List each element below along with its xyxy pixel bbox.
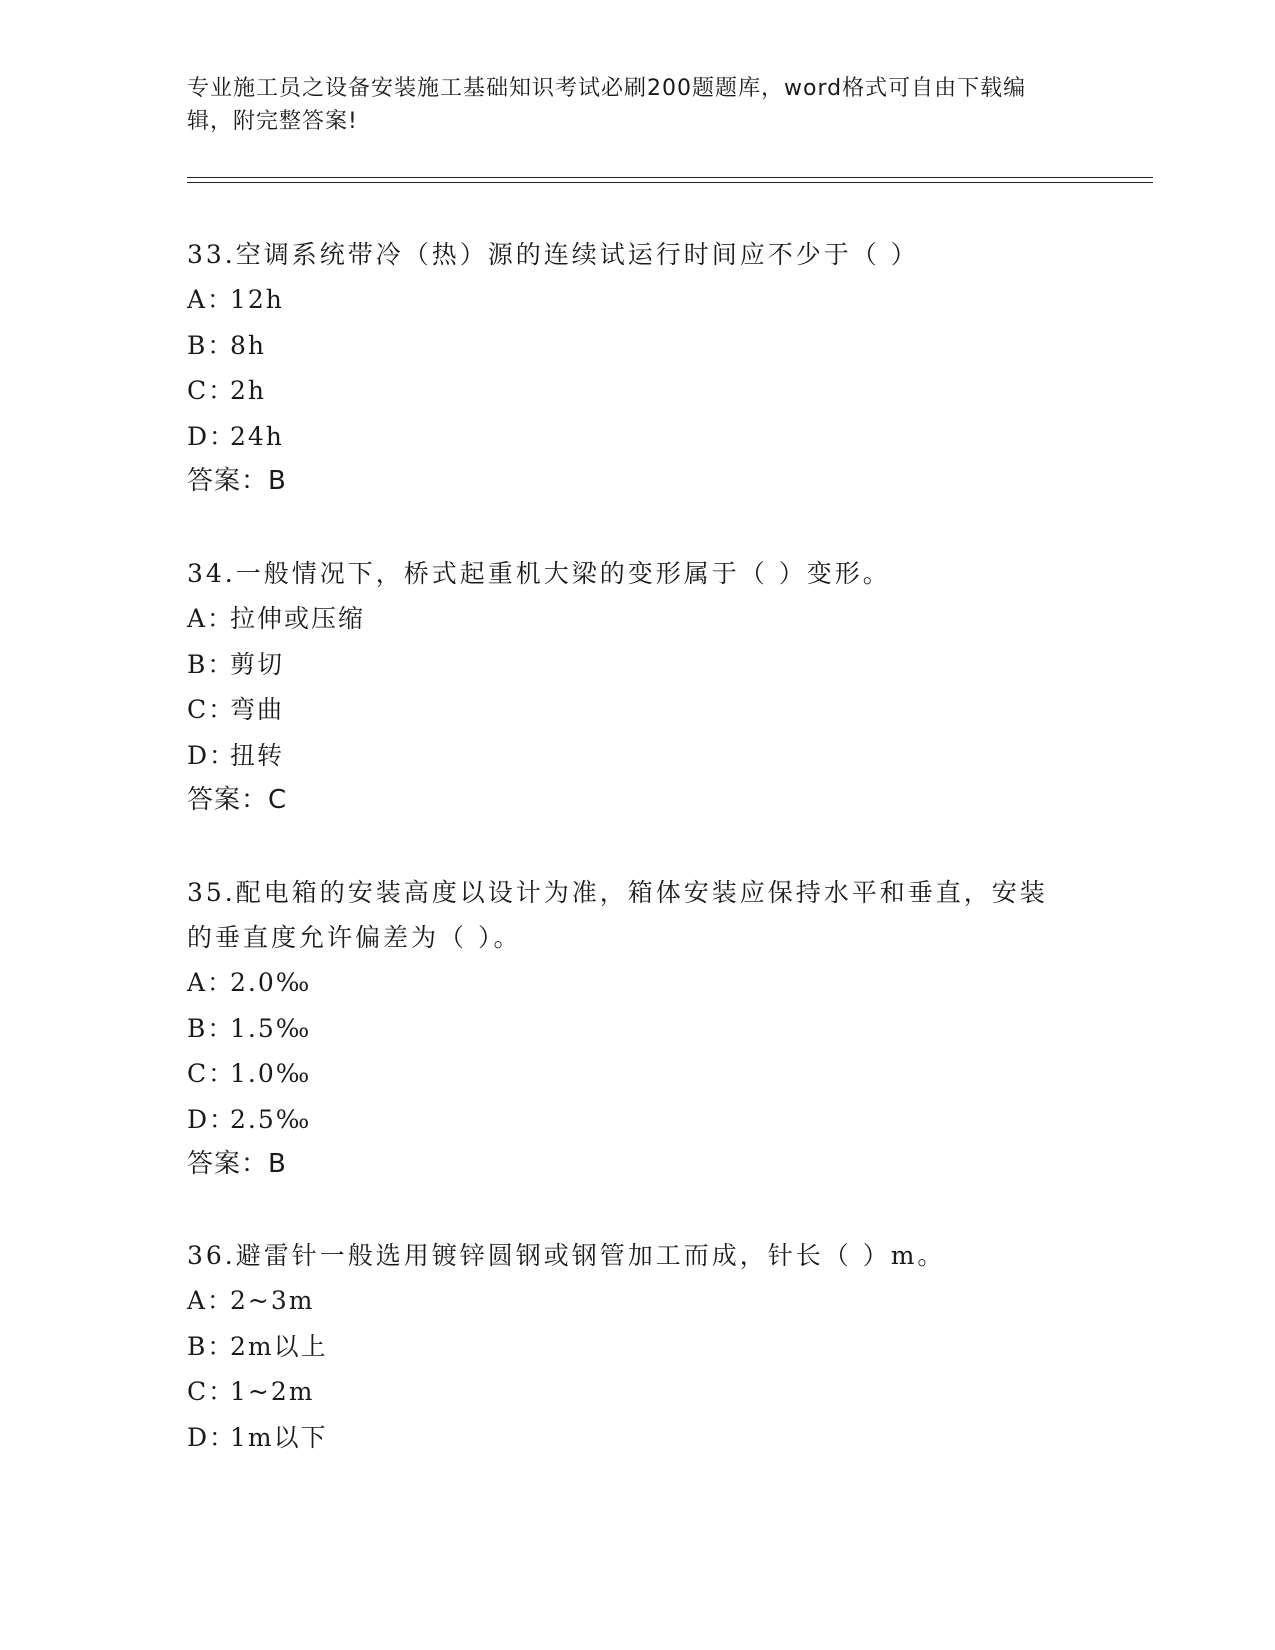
option-a — [187, 596, 1067, 642]
option-d — [187, 1415, 1067, 1461]
option-c — [187, 687, 1067, 733]
option-label: B： — [187, 330, 235, 360]
option-b — [187, 642, 1067, 688]
question-36 — [187, 1233, 1067, 1460]
document-header: 专业施工员之设备安装施工基础知识考试必刷200题题库，word格式可自由下载编辑，附完整答案! — [187, 76, 1027, 134]
option-a — [187, 960, 1067, 1006]
option-d — [187, 1097, 1067, 1143]
option-text: 2.0‰ — [230, 968, 312, 997]
option-label: A： — [187, 604, 235, 633]
option-text: 1.5‰ — [230, 1013, 312, 1043]
option-label: C： — [187, 1377, 236, 1406]
option-b — [187, 1006, 1067, 1052]
option-text: 扭转 — [230, 740, 285, 770]
question-35 — [187, 870, 1067, 1186]
option-label: B： — [187, 1013, 235, 1043]
option-c — [187, 368, 1067, 414]
option-label: C： — [187, 695, 236, 724]
option-text: 弯曲 — [230, 695, 285, 724]
option-label: D： — [187, 421, 237, 451]
option-text: 12h — [230, 285, 284, 314]
option-text: 2m以上 — [230, 1331, 328, 1361]
option-label: A： — [187, 968, 235, 997]
option-text: 2~3m — [230, 1286, 315, 1315]
option-label: D： — [187, 1104, 237, 1134]
option-text: 2h — [230, 376, 267, 405]
option-text: 8h — [230, 330, 267, 360]
question-34 — [187, 551, 1067, 822]
option-text: 剪切 — [230, 649, 285, 679]
answer-line: 答案：B — [187, 1149, 287, 1179]
option-text: 2.5‰ — [230, 1104, 312, 1134]
option-d — [187, 414, 1067, 460]
question-stem: 34.一般情况下，桥式起重机大梁的变形属于（ ）变形。 — [187, 559, 891, 588]
answer-line: 答案：C — [187, 785, 288, 815]
question-stem: 35.配电箱的安装高度以设计为准，箱体安装应保持水平和垂直，安装的垂直度允许偏差为（ ）。 — [187, 878, 1048, 952]
option-label: A： — [187, 1286, 235, 1315]
answer-line: 答案：B — [187, 466, 287, 496]
option-label: A： — [187, 285, 235, 314]
option-label: D： — [187, 740, 237, 770]
option-a — [187, 277, 1067, 323]
option-c — [187, 1369, 1067, 1415]
option-text: 24h — [230, 421, 284, 451]
option-text: 1~2m — [230, 1377, 315, 1406]
option-b — [187, 1324, 1067, 1370]
header-rule-bottom — [187, 182, 1153, 183]
question-stem: 36.避雷针一般选用镀锌圆钢或钢管加工而成，针长（ ）m。 — [187, 1241, 946, 1270]
option-label: D： — [187, 1422, 237, 1452]
option-text: 拉伸或压缩 — [230, 604, 366, 633]
option-a — [187, 1278, 1067, 1324]
header-rule-top — [187, 177, 1153, 178]
option-label: C： — [187, 1059, 236, 1088]
question-33 — [187, 232, 1067, 503]
option-c — [187, 1051, 1067, 1097]
option-d — [187, 733, 1067, 779]
option-text: 1m以下 — [230, 1422, 328, 1452]
option-b — [187, 323, 1067, 369]
option-text: 1.0‰ — [230, 1059, 312, 1088]
option-label: B： — [187, 1331, 235, 1361]
question-stem: 33.空调系统带冷（热）源的连续试运行时间应不少于（ ） — [187, 240, 919, 269]
option-label: C： — [187, 376, 236, 405]
option-label: B： — [187, 649, 235, 679]
